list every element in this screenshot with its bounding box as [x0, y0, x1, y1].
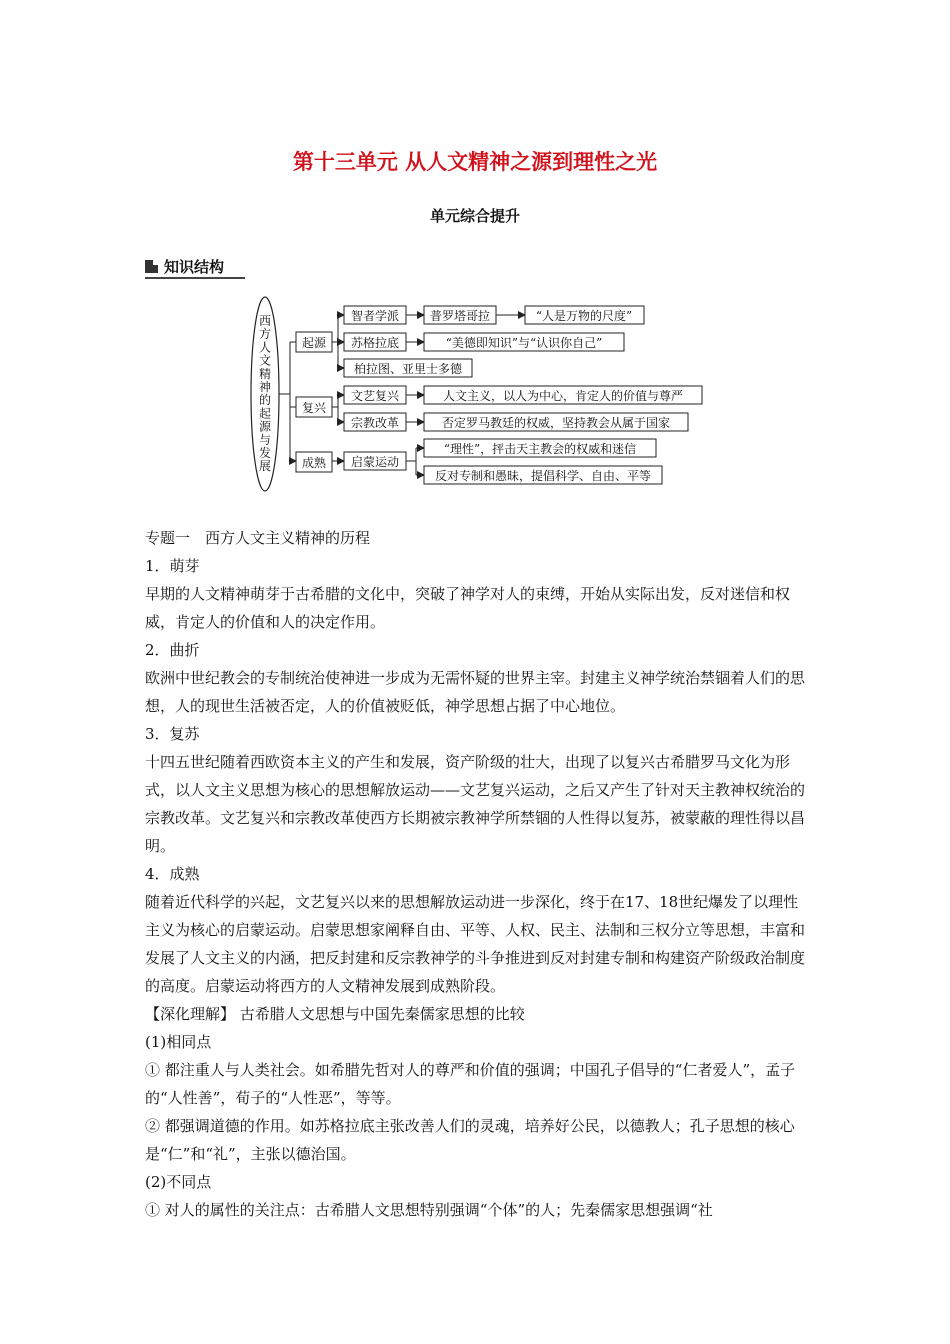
- section-heading: [145, 256, 224, 277]
- l1-label-origin: 起源: [301, 336, 327, 350]
- node-renshi-label: “人是万物的尺度”: [535, 309, 633, 323]
- subheading: 1．萌芽: [145, 557, 200, 575]
- subheading: 3．复苏: [145, 725, 200, 743]
- node-fouding-label: 否定罗马教廷的权威，坚持教会从属于国家: [441, 416, 671, 430]
- deepen-heading: 【深化理解】 古希腊人文思想与中国先秦儒家思想的比较: [145, 1005, 525, 1023]
- node-meide-label: “美德即知识”与“认识你自己”: [445, 336, 603, 350]
- subheading: 4．成熟: [145, 865, 200, 883]
- root-label: 西方人文精神的起源与发展: [258, 314, 272, 474]
- topic-heading: 专题一 西方人文主义精神的历程: [145, 529, 371, 547]
- node-puluo-label: 普罗塔哥拉: [429, 309, 491, 323]
- l1-label-revival: 复兴: [301, 401, 327, 415]
- section-underline: [145, 277, 245, 279]
- node-lixing-label: “理性”，抨击天主教会的权威和迷信: [443, 442, 637, 456]
- subheading: (2)不同点: [145, 1173, 212, 1191]
- subheading: (1)相同点: [145, 1033, 212, 1051]
- node-bolatu-label: 柏拉图、亚里士多德: [353, 362, 463, 376]
- subheading: 2．曲折: [145, 641, 200, 659]
- paragraph: ② 都强调道德的作用。如苏格拉底主张改善人们的灵魂，培养好公民，以德教人；孔子思想的核心是“仁”和“礼”，主张以德治国。: [145, 1117, 795, 1163]
- l1-label-mature: 成熟: [301, 456, 327, 470]
- node-zongjiao-label: 宗教改革: [350, 416, 400, 430]
- node-wenyi-label: 文艺复兴: [350, 389, 400, 403]
- section-heading-label: 知识结构: [164, 258, 225, 276]
- knowledge-structure-diagram: [240, 295, 710, 500]
- body-text: [145, 524, 809, 1224]
- page-title: 第十三单元 从人文精神之源到理性之光: [292, 150, 658, 174]
- node-qimeng-label: 启蒙运动: [350, 455, 400, 469]
- page-subtitle: 单元综合提升: [429, 207, 520, 225]
- paragraph: ① 都注重人与人类社会。如希腊先哲对人的尊严和价值的强调；中国孔子倡导的“仁者爱人”，孟子的“人性善”，荀子的“人性恶”，等等。: [145, 1061, 796, 1107]
- paragraph: ① 对人的属性的关注点：古希腊人文思想特别强调“个体”的人；先秦儒家思想强调“社: [145, 1201, 713, 1219]
- node-suge-label: 苏格拉底: [350, 336, 400, 350]
- node-zhizhe-label: 智者学派: [350, 309, 400, 323]
- node-fandui-label: 反对专制和愚昧，提倡科学、自由、平等: [434, 469, 652, 483]
- paragraph: 欧洲中世纪教会的专制统治使神进一步成为无需怀疑的世界主宰。封建主义神学统治禁锢着人们的思想，人的现世生活被否定，人的价值被贬低，神学思想占据了中心地位。: [145, 669, 806, 715]
- paragraph: 随着近代科学的兴起，文艺复兴以来的思想解放运动进一步深化，终于在17、18世纪爆发了以理性主义为核心的启蒙运动。启蒙思想家阐释自由、平等、人权、民主、法制和三权分立等思想，丰富和发展了人文主义的内涵，把反封建和反宗教神学的斗争推进到反对封建专制和构建资产阶级政治制度的高度。启蒙运动将西方的人文精神发展到成熟阶段。: [145, 893, 806, 995]
- paragraph: 早期的人文精神萌芽于古希腊的文化中，突破了神学对人的束缚，开始从实际出发，反对迷信和权威，肯定人的价值和人的决定作用。: [145, 585, 791, 631]
- node-renwen-label: 人文主义，以人为中心，肯定人的价值与尊严: [442, 389, 684, 403]
- square-icon: [145, 260, 158, 273]
- paragraph: 十四五世纪随着西欧资本主义的产生和发展，资产阶级的壮大，出现了以复兴古希腊罗马文化为形式，以人文主义思想为核心的思想解放运动——文艺复兴运动，之后又产生了针对天主教神权统治的宗教改革。文艺复兴和宗教改革使西方长期被宗教神学所禁锢的人性得以复苏，被蒙蔽的理性得以昌明。: [145, 753, 806, 855]
